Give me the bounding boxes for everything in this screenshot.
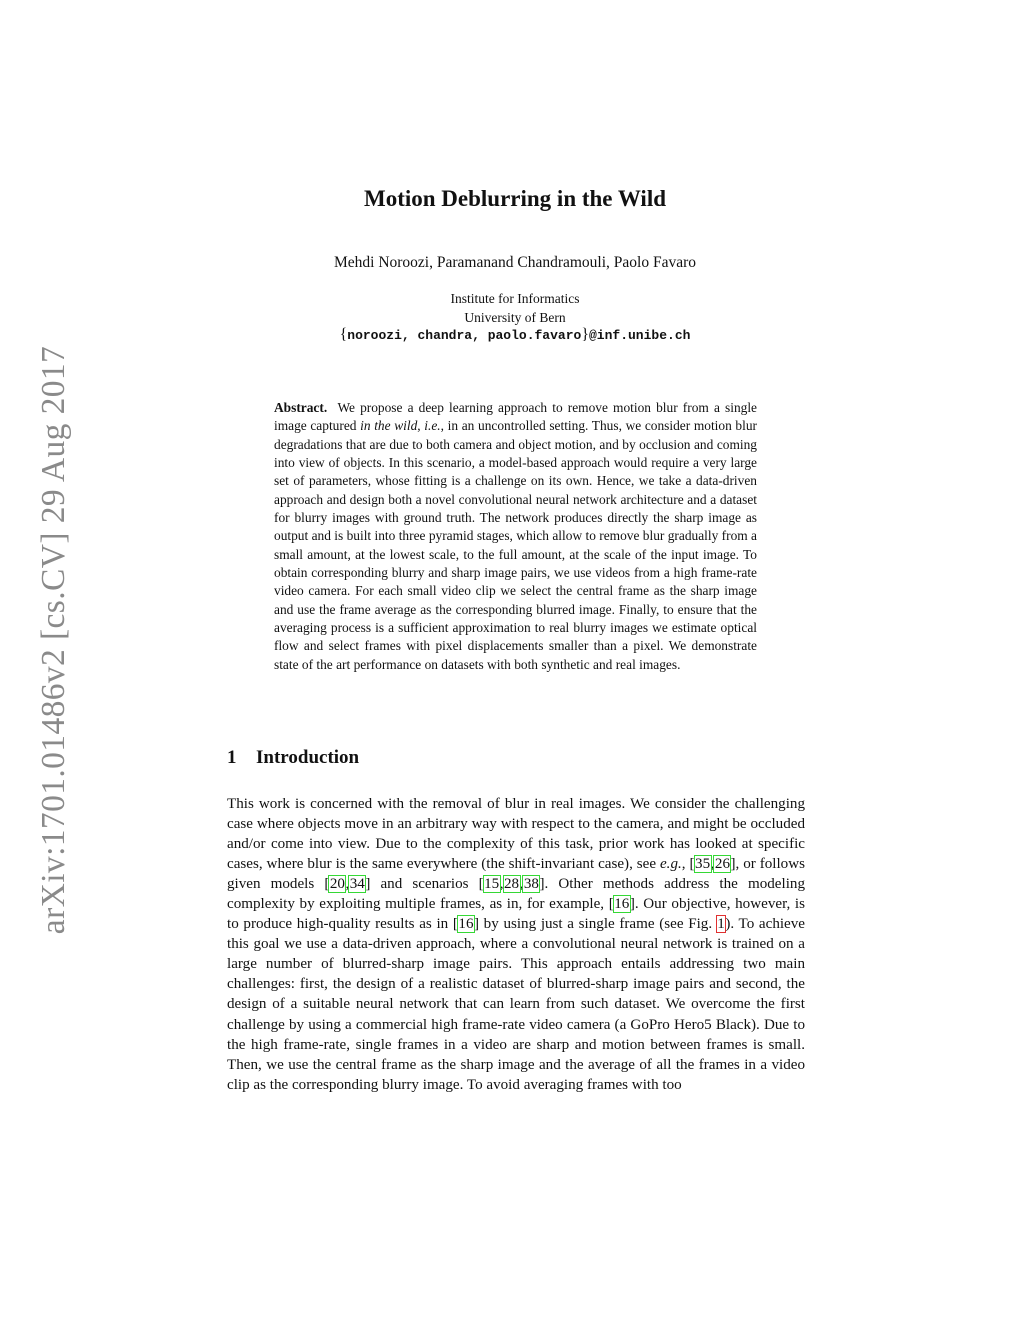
citation-link-16[interactable]: 16: [614, 896, 630, 913]
citation-link-16[interactable]: 16: [458, 916, 474, 933]
intro-text-7: ] by using just a single frame (see Fig.: [473, 916, 717, 933]
abstract-text-3: , in an uncontrolled setting. Thus, we consider motion blur degradations that are due to both camera and object motion, and by occlusion and coming into view of objects. In this scenario, a model-based approach would require a very large set of parameters, whose fitting is a challenge on its own. Hence, we take a data-driven approach and design both a novel convolutional neural network architecture and a dataset for blurry images with ground truth. The network produces directly the sharp image as output and is built into three pyramid stages, which allow to remove blur gradually from a small amount, at the lowest scale, to the full amount, at the scale of the input image. To obtain corresponding blurry and sharp image pairs, we use videos from a high frame-rate video camera. For each small video clip we select the central frame as the sharp image and use the frame average as the corresponding blurred image. Finally, to ensure that the averaging process is a sufficient approximation to real blurry images we estimate optical flow and select frames with pixel displacements smaller than a pixel. We demonstrate state of the art performance on datasets with both synthetic and real images.: [274, 418, 758, 672]
affiliation: [0, 290, 1024, 327]
abstract: [274, 399, 757, 674]
citation-separator: ,: [499, 876, 504, 893]
abstract-emphasis-2: i.e.: [424, 418, 441, 434]
paper-title: Motion Deblurring in the Wild: [363, 186, 667, 211]
intro-text-4: ] and scenarios [: [365, 876, 484, 893]
intro-text-3: ], or follows given models [: [227, 856, 806, 893]
author-list: Mehdi Noroozi, Paramanand Chandramouli, Paolo Favaro: [333, 254, 697, 271]
citation-link-28[interactable]: 28: [504, 876, 520, 893]
citation-link-34[interactable]: 34: [349, 876, 365, 893]
citation-link-20[interactable]: 20: [329, 876, 345, 893]
email-names: noroozi, chandra, paolo.favaro: [347, 328, 582, 343]
figure-ref-link-1[interactable]: 1: [717, 916, 725, 933]
author-emails[interactable]: [0, 326, 1024, 344]
citation-link-35[interactable]: 35: [695, 856, 711, 873]
abstract-label: Abstract.: [274, 400, 328, 415]
affiliation-university: University of Bern: [464, 309, 566, 325]
abstract-text-1: We propose a deep learning approach to remove motion blur from a single image captured: [274, 400, 757, 434]
email-brace-close: }: [581, 326, 589, 343]
citation-separator: ,: [519, 876, 524, 893]
citation-separator: ,: [345, 876, 350, 893]
email-domain: @inf.unibe.ch: [589, 328, 691, 343]
intro-text-1: This work is concerned with the removal of blur in real images. We consider the challenging case where objects move in an arbitrary way with respect to the camera, and might be occluded and/or come into view. Due to the complexity of this task, prior work has looked at specific cases, where blur is the same everywhere (the shift-invariant case), see: [227, 796, 805, 873]
arxiv-side-stamp: arXiv:1701.01486v2 [cs.CV] 29 Aug 2017: [35, 345, 72, 935]
intro-text-2: , [: [681, 856, 695, 873]
abstract-text-2: ,: [417, 418, 425, 434]
email-brace-open: {: [339, 326, 348, 343]
intro-text-8: ). To achieve this goal we use a data-driven approach, where a convolutional neural network is trained on a large number of blurred-sharp image pairs. This approach entails addressing two main challenges: first, the design of a realistic dataset of blurred-sharp image pairs and second, the design of a suitable neural network that can learn from such dataset. We overcome the first challenge by using a commercial high frame-rate video camera (a GoPro Hero5 Black). Due to the high frame-rate, single frames in a video are sharp and motion between frames is small. Then, we use the central frame as the sharp image and the average of all the frames in a video clip as the corresponding blurry image. To avoid averaging frames with too: [227, 916, 806, 1093]
introduction-paragraph: [227, 794, 805, 1095]
affiliation-institute: Institute for Informatics: [450, 291, 580, 306]
abstract-emphasis-1: in the wild: [360, 418, 418, 434]
citation-link-15[interactable]: 15: [484, 876, 500, 893]
section-title: Introduction: [256, 747, 360, 768]
citation-link-38[interactable]: 38: [523, 876, 539, 893]
intro-text-6: ]. Our objective, however, is to produce high-quality results as in [: [227, 896, 805, 933]
section-heading-introduction: [227, 747, 359, 769]
citation-link-26[interactable]: 26: [714, 856, 730, 873]
section-number: 1: [227, 747, 237, 768]
citation-separator: ,: [710, 856, 715, 873]
intro-eg: e.g.: [659, 856, 682, 873]
intro-text-5: ]. Other methods address the modeling complexity by exploiting multiple frames, as in, for example, [: [227, 876, 805, 913]
